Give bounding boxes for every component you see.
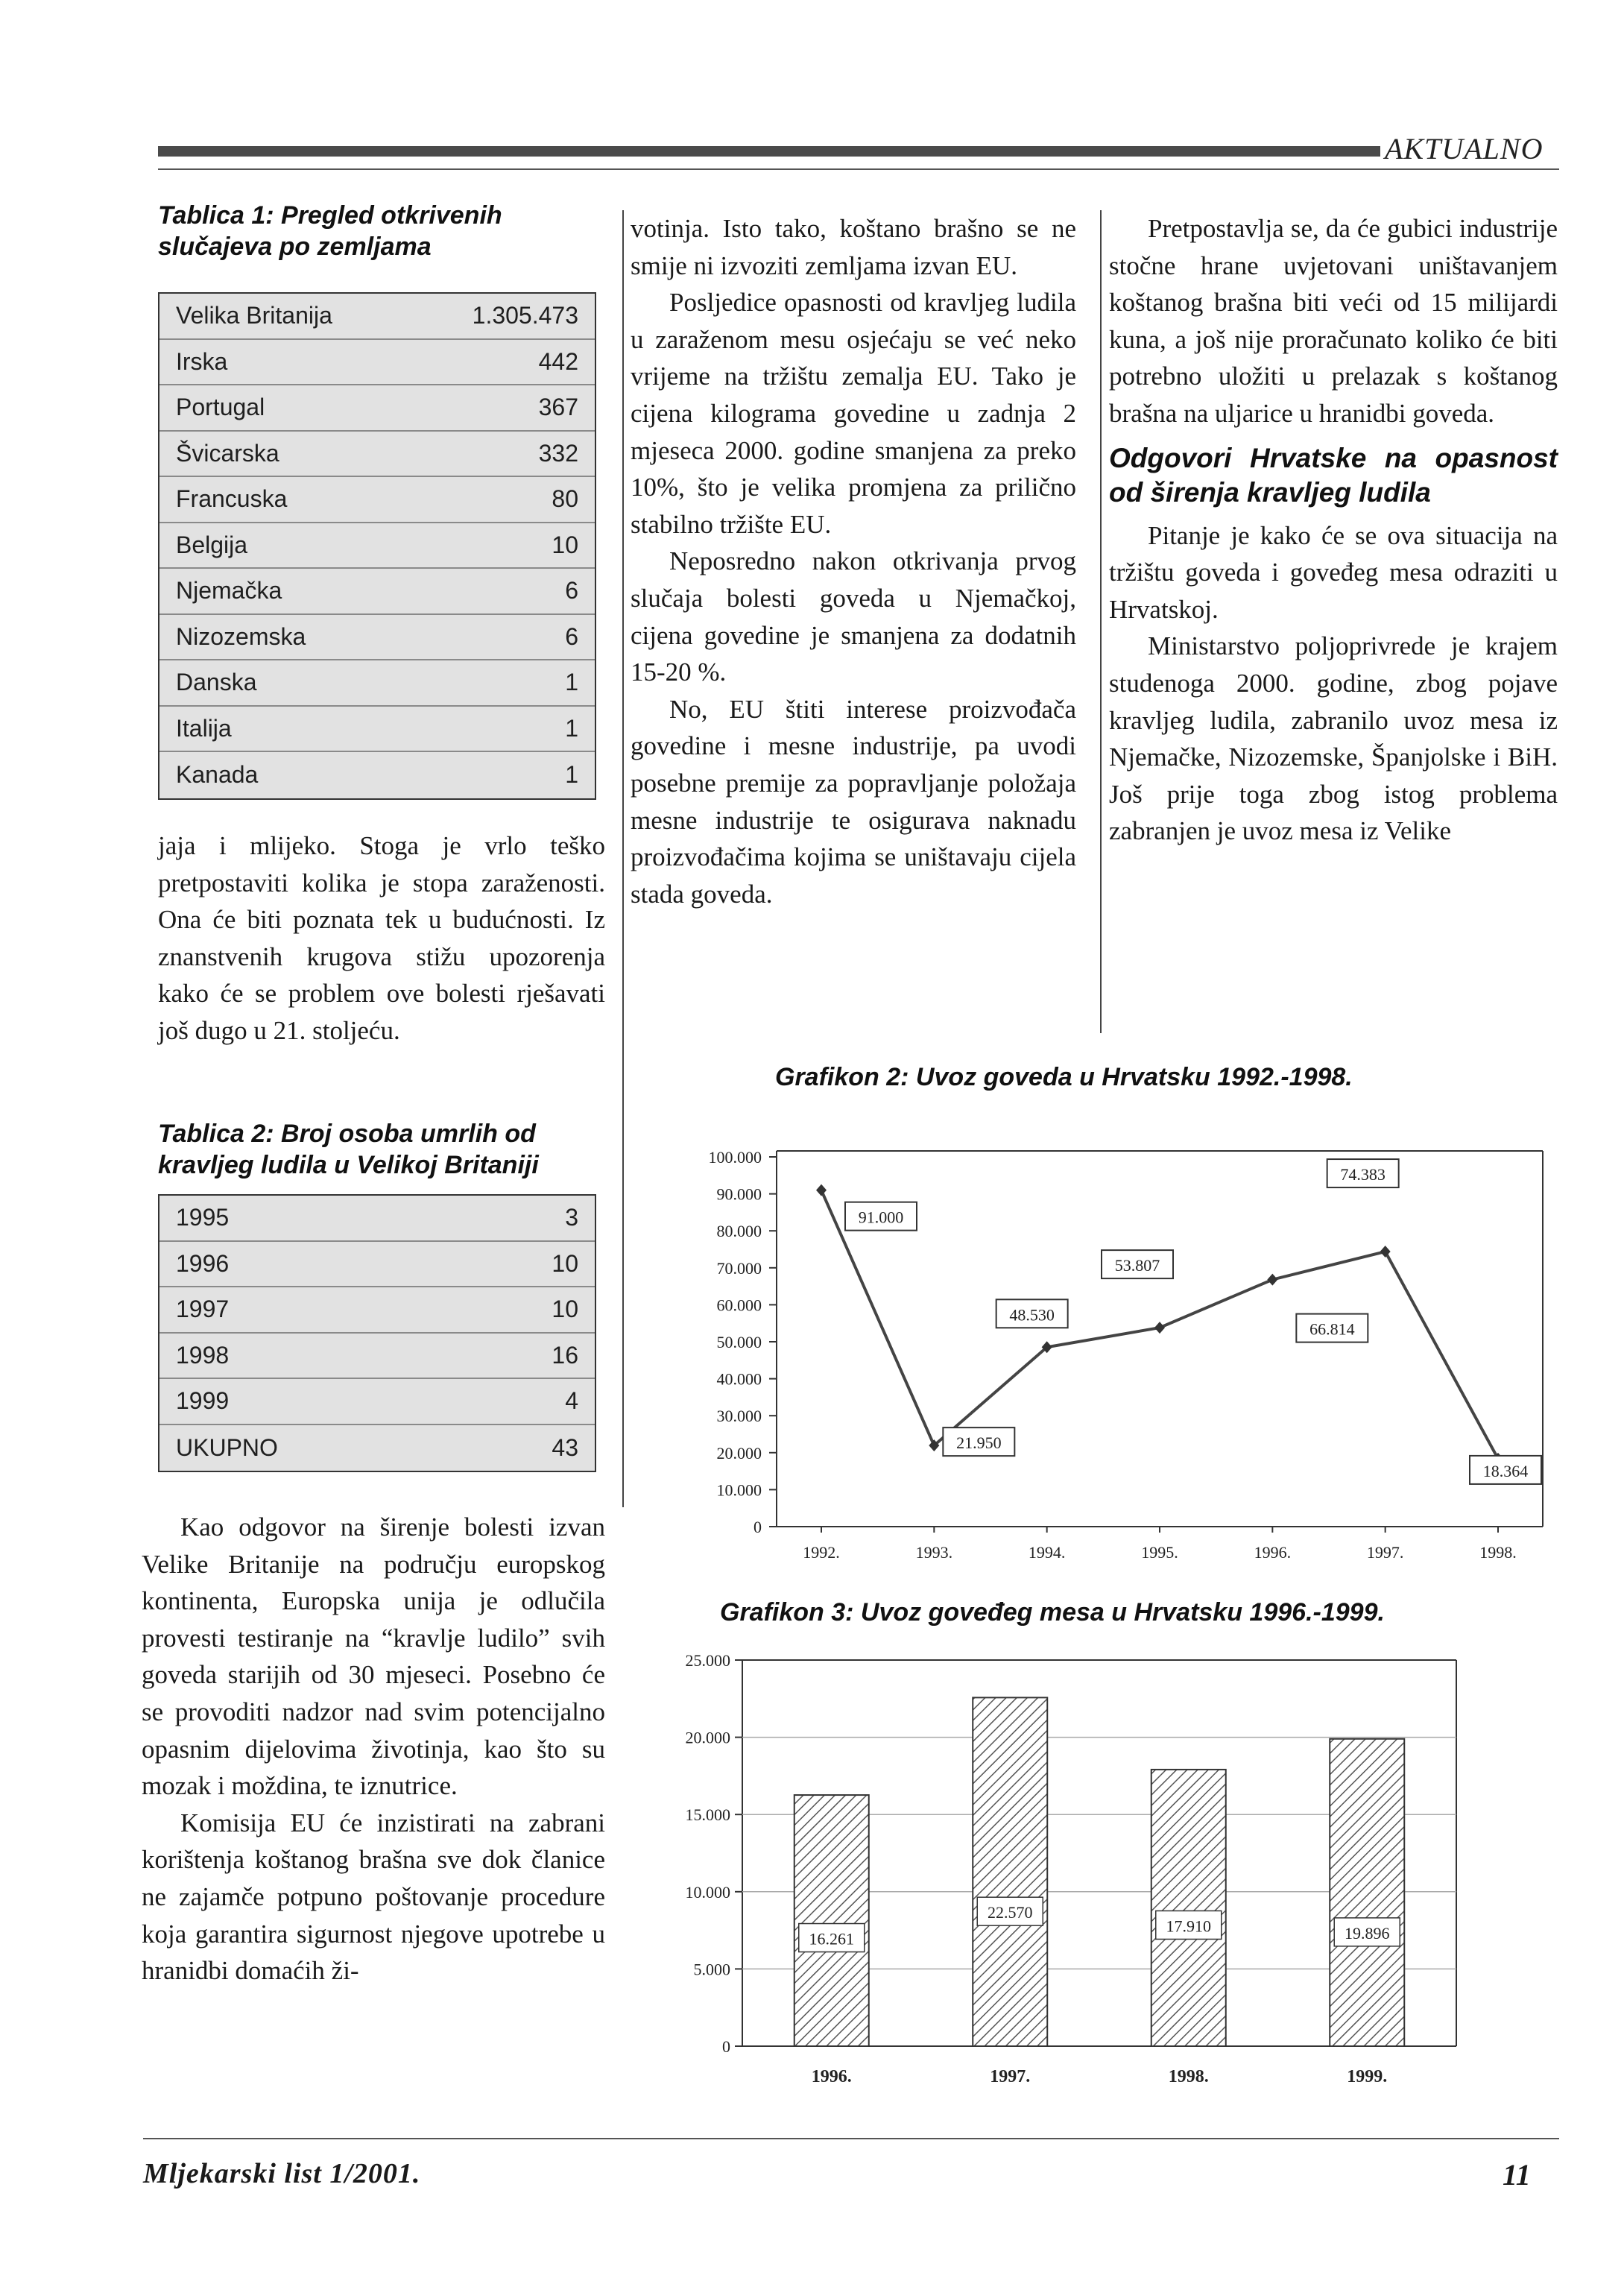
chart2-y-tick-label: 30.000 [716,1407,762,1426]
chart2-data-label: 66.814 [1309,1319,1355,1339]
table1-row [159,294,595,340]
chart3-x-tick-label: 1998. [1168,2067,1209,2086]
table2-caption: Tablica 2: Broj osoba umrlih od kravljeg ludila u Velikoj Britaniji [158,1120,539,1179]
chart3-x-tick-label: 1997. [990,2067,1031,2086]
chart3-bar [1151,1770,1226,2046]
table2-label: 1995 [176,1204,230,1231]
chart2-y-tick-label: 60.000 [716,1296,762,1315]
chart2-y-tick-label: 0 [753,1518,762,1536]
table1-value: 442 [538,347,578,375]
chart2-y-tick-label: 20.000 [716,1443,762,1463]
chart3-bar [1330,1739,1404,2046]
section-label: AKTUALNO [1385,132,1544,165]
table2-label: 1998 [176,1341,230,1369]
table1-value: 10 [552,531,578,558]
page-number: 11 [1503,2158,1531,2192]
chart2-data-label: 53.807 [1114,1256,1160,1275]
chart2-y-tick-label: 80.000 [716,1222,762,1241]
chart3-bar-chart [656,1636,1565,2113]
table1-value: 6 [565,577,578,605]
table1-label: Irska [176,347,228,375]
table1-value: 1 [565,761,578,789]
chart2-data-point [816,1184,827,1196]
chart3-bar [794,1795,869,2046]
table2-value: 16 [552,1341,578,1369]
table2-value: 3 [565,1204,578,1231]
table2-row [159,1379,595,1425]
chart2-y-tick-label: 70.000 [716,1258,762,1278]
table2-row [159,1425,595,1471]
chart3-title: Grafikon 3: Uvoz goveđeg mesa u Hrvatsku 1996.-1999. [720,1598,1385,1627]
chart3-data-label: 17.910 [1166,1916,1211,1936]
header-rule [158,168,1559,170]
col2-paragraph-4: No, EU štiti interese proizvođača govedine i mesne industrije, pa uvodi posebne premije za popravljanje položaja mesne industrije te osigurava naknadu proizvođačima kojima se uništavaju cijela stada goveda. [631,694,1076,909]
table1-row [159,569,595,615]
table1-value: 332 [538,439,578,467]
table2-row [159,1334,595,1380]
chart3-y-tick-label: 5.000 [693,1960,730,1979]
chart3-data-label: 22.570 [988,1903,1033,1922]
chart2-x-tick-label: 1992. [803,1543,840,1562]
col1-paragraph-3: Komisija EU će inzistirati na zabrani korištenja koštanog brašna sve dok članice ne zajamče potpuno poštovanje procedure koja garantira sigurnost njegove upotrebe u hranidbi domaćih ži- [142,1808,605,1986]
table1-label: Njemačka [176,577,282,605]
chart2-data-label: 21.950 [956,1433,1002,1453]
chart2-x-tick-label: 1995. [1141,1543,1178,1562]
chart2-data-point [1267,1274,1277,1286]
table2-label: UKUPNO [176,1433,278,1461]
chart2-x-tick-label: 1994. [1028,1543,1066,1562]
table1-label: Portugal [176,394,265,421]
table2-label: 1996 [176,1249,230,1277]
col2-paragraph-2: Posljedice opasnosti od kravljeg ludila u zaraženom mesu osjećaju se već neko vrijeme na tržištu zemalja EU. Tako je cijena kilograma govedine u zadnja 2 mjeseca 2000. godine smanjena za preko 10%, što je velika promjena za prilično stabilno tržište EU. [631,288,1076,539]
chart3-data-label: 16.261 [809,1929,854,1949]
table2-label: 1999 [176,1387,230,1415]
chart2-data-point [1154,1322,1165,1334]
chart2-x-tick-label: 1998. [1479,1543,1517,1562]
col1-paragraph-2: Kao odgovor na širenje bolesti izvan Velike Britanije na području europskog kontinenta, Europska unija je odlučila provesti testiranje na “kravlje ludilo” svih goveda starijih od 30 mjeseci. Posebno će se provoditi nadzor nad svim potencijalno opasnim dijelovima životinja, kao što su mozak i moždina, te iznutrice. [142,1512,605,1801]
chart2-y-tick-label: 100.000 [708,1148,762,1167]
column-divider-2 [1100,210,1102,1033]
table1 [158,292,596,800]
header-bar [158,146,1380,157]
table1-value: 1.305.473 [472,302,578,329]
table1-caption: Tablica 1: Pregled otkrivenih slučajeva po zemljama [158,201,502,261]
table2-row [159,1287,595,1334]
chart2-data-label: 74.383 [1340,1165,1386,1184]
table1-value: 1 [565,714,578,742]
table2-value: 43 [552,1433,578,1461]
table2 [158,1194,596,1472]
chart3-x-tick-label: 1999. [1347,2067,1388,2086]
table1-label: Danska [176,669,257,696]
col3-paragraph-3: Ministarstvo poljoprivrede je krajem studenoga 2000. godine, zbog pojave kravljeg ludila, zabranilo uvoz mesa iz Njemačke, Nizozemske, Španjolske i BiH. Još prije toga zbog istog problema zabranjen je uvoz mesa iz Velike [1109,631,1558,846]
table1-label: Italija [176,714,232,742]
col1-text-1 [158,827,605,1050]
table2-value: 4 [565,1387,578,1415]
chart2-y-tick-label: 10.000 [716,1480,762,1500]
chart3-y-tick-label: 15.000 [685,1805,730,1825]
chart2-x-tick-label: 1997. [1366,1543,1404,1562]
chart2-x-tick-label: 1996. [1254,1543,1292,1562]
table2-row [159,1196,595,1242]
table1-row [159,477,595,523]
chart2-y-tick-label: 90.000 [716,1184,762,1204]
table1-value: 80 [552,485,578,513]
chart2-x-tick-label: 1993. [915,1543,953,1562]
table1-label: Belgija [176,531,248,558]
table1-row [159,707,595,753]
table1-label: Velika Britanija [176,302,332,329]
table2-label: 1997 [176,1296,230,1323]
table1-row [159,752,595,798]
chart2-y-tick-label: 40.000 [716,1369,762,1389]
table1-value: 6 [565,622,578,650]
table1-value: 1 [565,669,578,696]
table1-row [159,615,595,661]
col2-paragraph-3: Neposredno nakon otkrivanja prvog slučaja bolesti goveda u Njemačkoj, cijena govedine je smanjena za dodatnih 15-20 %. [631,546,1076,687]
col1-paragraph-1: jaja i mlijeko. Stoga je vrlo teško pretpostaviti kolika je stopa zaraženosti. Ona će biti poznata tek u budućnosti. Iz znanstvenih krugova stižu upozorenja kako će se problem ove bolesti rješavati još dugo u 21. stoljeću. [158,831,605,1045]
chart3-bar [973,1697,1047,2046]
chart3-y-tick-label: 0 [722,2037,730,2056]
footer-journal: Mljekarski list 1/2001. [143,2158,421,2189]
chart2-data-label: 18.364 [1482,1461,1529,1480]
table1-value: 367 [538,394,578,421]
col3-paragraph-2: Pitanje je kako će se ova situacija na tržištu goveda i goveđeg mesa odraziti u Hrvatskoj. [1109,520,1558,624]
col2-paragraph-1: votinja. Isto tako, koštano brašno se ne smije ni izvoziti zemljama izvan EU. [631,214,1076,280]
col3-paragraph-1: Pretpostavlja se, da će gubici industrije stočne hrane uvjetovani uništavanjem koštanog brašna biti veći od 15 milijardi kuna, a još nije proračunato koliko će biti potrebno uložiti u prelazak s koštanog brašna na uljarice u hranidbi goveda. [1109,214,1558,428]
col3-subhead: Odgovori Hrvatske na opasnost od širenja kravljeg ludila [1109,442,1558,508]
table1-row [159,523,595,570]
table2-value: 10 [552,1249,578,1277]
chart3-x-tick-label: 1996. [811,2067,852,2086]
chart3-y-tick-label: 25.000 [685,1651,730,1670]
chart3-y-tick-label: 10.000 [685,1882,730,1902]
table1-row [159,385,595,432]
table1-row [159,340,595,386]
footer-rule [143,2138,1559,2139]
table1-row [159,660,595,707]
col1-text-2 [142,1509,605,1990]
table1-row [159,432,595,478]
chart3-y-tick-label: 20.000 [685,1728,730,1747]
chart2-y-tick-label: 50.000 [716,1333,762,1351]
table1-label: Švicarska [176,439,279,467]
chart2-title: Grafikon 2: Uvoz goveda u Hrvatsku 1992.-1998. [775,1063,1353,1091]
col3-text [1109,210,1558,850]
column-divider-1 [622,210,624,1507]
chart2-line-chart [656,1096,1565,1573]
table1-label: Francuska [176,485,288,513]
chart3-data-label: 19.896 [1345,1923,1390,1943]
col2-text [631,210,1076,912]
table1-label: Nizozemska [176,622,306,650]
table1-label: Kanada [176,761,259,789]
table2-value: 10 [552,1296,578,1323]
chart2-data-label: 48.530 [1009,1305,1055,1325]
table2-row [159,1242,595,1288]
chart2-data-label: 91.000 [858,1208,904,1227]
